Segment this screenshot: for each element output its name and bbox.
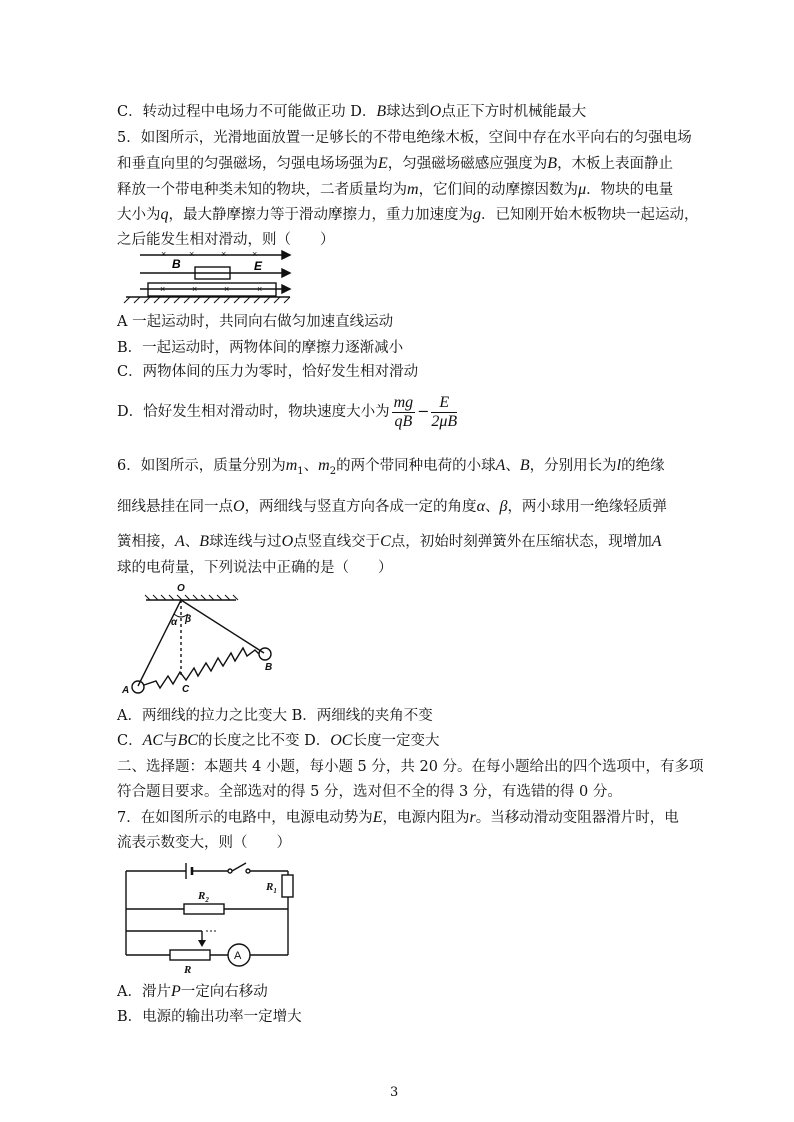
fraction-e-over-2mub: $\frac{E}{2\mu B}$ [431,393,458,430]
q6-stem-line2: 细线悬挂在同一点O，两细线与竖直方向各成一定的角度α、β，两小球用一绝缘轻质弹 [117,498,667,515]
point-o-label: O [177,583,185,594]
field-e-label: E [254,259,263,273]
ball-a-label: A [122,685,130,696]
page-number: 3 [390,1085,399,1100]
resistor-r1-label: $R_1$ [266,881,277,895]
q5-stem-line3: 释放一个带电种类未知的物块，二者质量均为m，它们间的动摩擦因数为μ．物块的电量 [117,181,674,198]
section2-instructions-line2: 符合题目要求。全部选对的得 5 分，选对但不全的得 3 分，有选错的得 0 分。 [117,784,622,800]
angle-beta-label: β [185,614,192,625]
rheostat-r-label: R [184,964,192,976]
q4-options-cd: C．转动过程中电场力不可能做正功 D．B球达到O点正下方时机械能最大 [117,103,587,120]
point-c-label: C [182,684,190,695]
ball-b-label: B [265,662,273,673]
svg-text:×: × [160,284,166,294]
q5-option-c: C．两物体间的压力为零时，恰好发生相对滑动 [117,364,419,380]
q6-stem-line3: 簧相接，A、B球连线与过O点竖直线交于C点，初始时刻弹簧外在压缩状态，现增加A [117,533,662,550]
q5-option-a: A 一起运动时，共同向右做匀加速直线运动 [117,314,394,330]
q6-figure-spring-balls [118,580,288,700]
q5-stem-line5: 之后能发生相对滑动，则（ ） [117,232,335,248]
ammeter-a-label: A [234,950,242,962]
section2-instructions-line1: 二、选择题：本题共 4 小题，每小题 5 分，共 20 分。在每小题给出的四个选项中，有多项 [117,759,704,775]
svg-text:×: × [224,284,230,294]
q6-options-cd: C．AC与BC的长度之比不变 D．OC长度一定变大 [117,732,440,749]
q7-stem-line1: 7．在如图所示的电路中，电源电动势为E，电源内阻为r。当移动滑动变阻器滑片时，电 [117,809,679,826]
resistor-r2-label: $R_2$ [198,890,209,904]
q5-stem-line2: 和垂直向里的匀强磁场，匀强电场场强为E，匀强磁场磁感应强度为B，木板上表面静止 [117,155,674,172]
svg-text:×: × [221,249,227,259]
q5-stem-line4: 大小为q，最大静摩擦力等于滑动摩擦力，重力加速度为g．已知刚开始木板物块一起运动， [117,206,699,223]
svg-text:×: × [189,249,195,259]
svg-text:×: × [161,249,167,259]
svg-text:×: × [252,249,258,259]
angle-alpha-label: α [171,617,178,628]
q6-stem-line1: 6．如图所示，质量分别为$m_1$、$m_2$的两个带同种电荷的小球A、B，分别用长为l的绝缘 [117,457,665,477]
svg-text:×: × [192,284,198,294]
q5-figure-field-board [120,245,300,305]
fraction-mg-over-qb: $\frac{mg}{qB}$ [393,393,414,430]
q7-option-b: B．电源的输出功率一定增大 [117,1009,302,1025]
q7-stem-line2: 流表示数变大，则（ ） [117,835,291,851]
q6-options-ab: A．两细线的拉力之比变大 B．两细线的夹角不变 [117,708,433,724]
q6-stem-line4: 球的电荷量，下列说法中正确的是（ ） [117,560,393,576]
svg-text:×: × [257,284,263,294]
q7-circuit-diagram [118,855,298,975]
q5-option-b: B．一起运动时，两物体间的摩擦力逐渐减小 [117,340,404,356]
q5-stem-line1: 5．如图所示，光滑地面放置一足够长的不带电绝缘木板，空间中存在水平向右的匀强电场 [117,130,692,146]
q5-option-d: D．恰好发生相对滑动时，物块速度大小为 $\frac{mg}{qB}$ − $\frac{E}{2\mu B}$ [117,393,458,430]
q7-option-a: A．滑片P一定向右移动 [117,983,268,1000]
field-b-label: B [172,257,181,271]
